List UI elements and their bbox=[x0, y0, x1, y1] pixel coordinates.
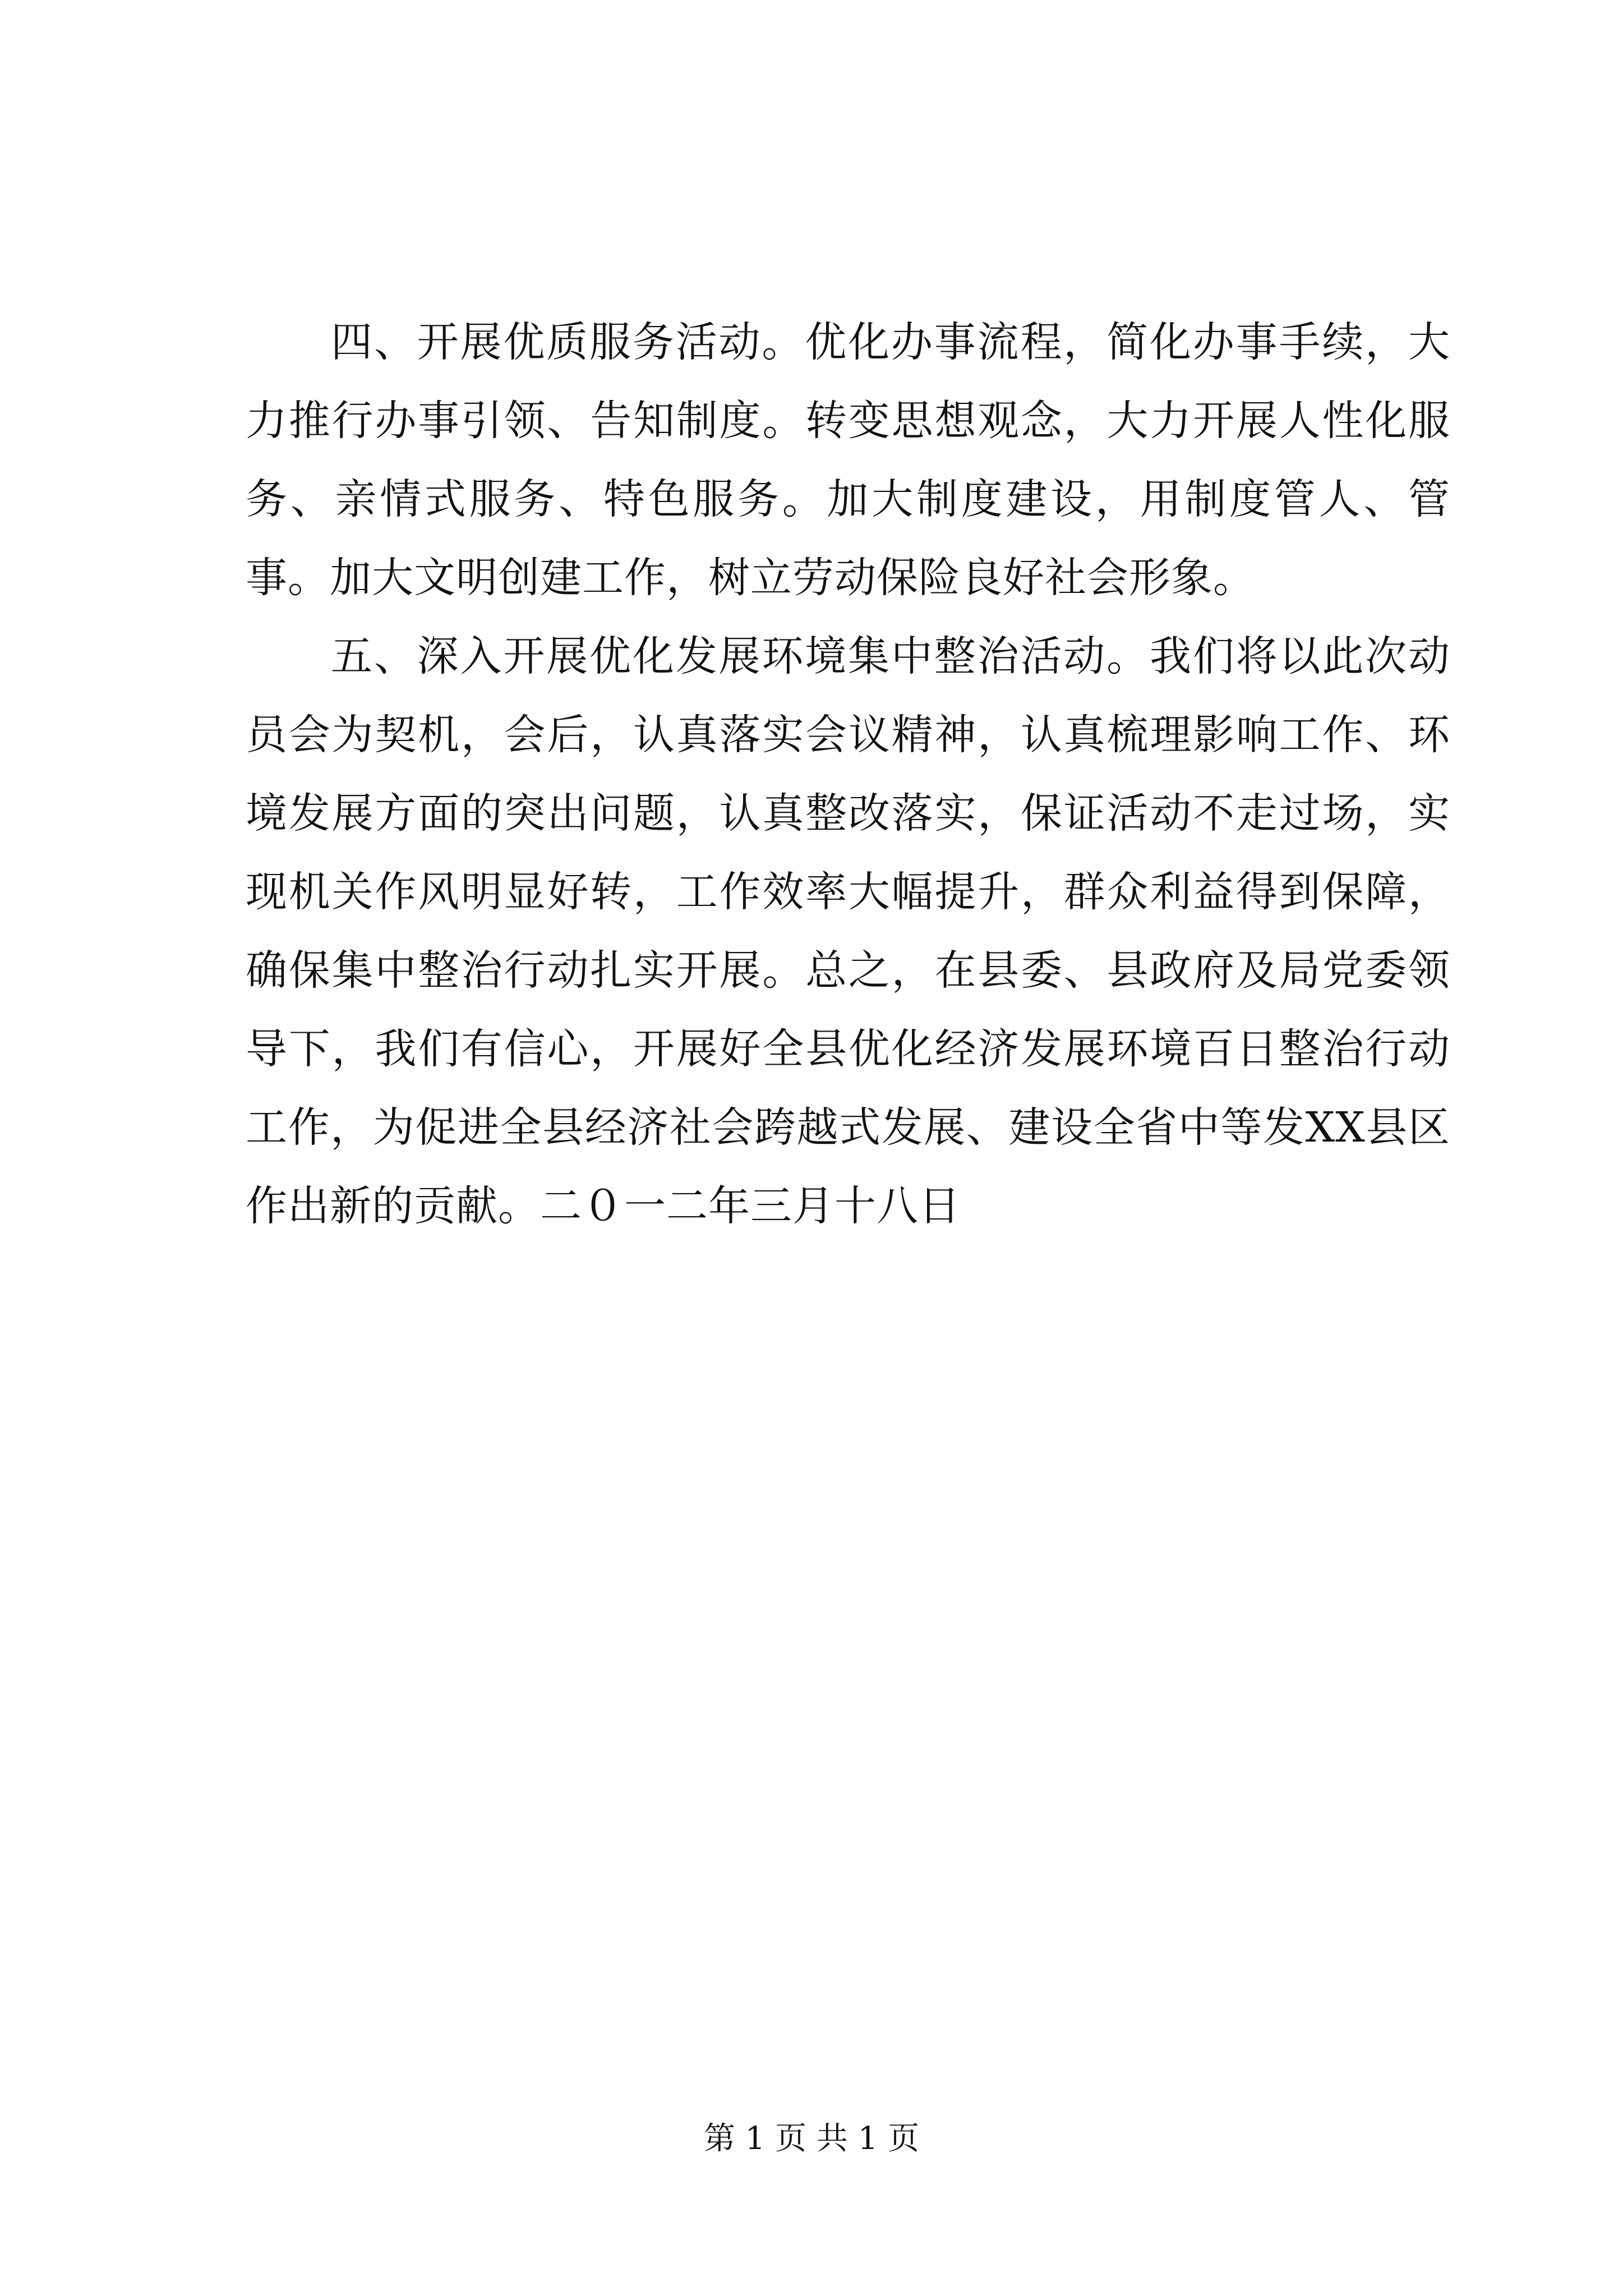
paragraph-service-activities: 四、开展优质服务活动。优化办事流程，简化办事手续，大力推行办事引领、告知制度。转变思想观念，大力开展人性化服务、亲情式服务、特色服务。加大制度建设，用制度管人、管事。加大文明创建工作，树立劳动保险良好社会形象。 bbox=[246, 318, 1450, 602]
paragraph-environment-rectification: 五、深入开展优化发展环境集中整治活动。我们将以此次动员会为契机，会后，认真落实会议精神，认真梳理影响工作、环境发展方面的突出问题，认真整改落实，保证活动不走过场，实现机关作风明显好转，工作效率大幅提升，群众利益得到保障，确保集中整治行动扎实开展。总之，在县委、县政府及局党委领导下，我们有信心，开展好全县优化经济发展环境百日整治行动工作，为促进全县经济社会跨越式发展、建设全省中等发XX县区作出新的贡献。二０一二年三月十八日 bbox=[246, 632, 1450, 1230]
page-footer: 第 1 页 共 1 页 bbox=[703, 2120, 920, 2157]
document-body bbox=[246, 303, 1450, 1245]
